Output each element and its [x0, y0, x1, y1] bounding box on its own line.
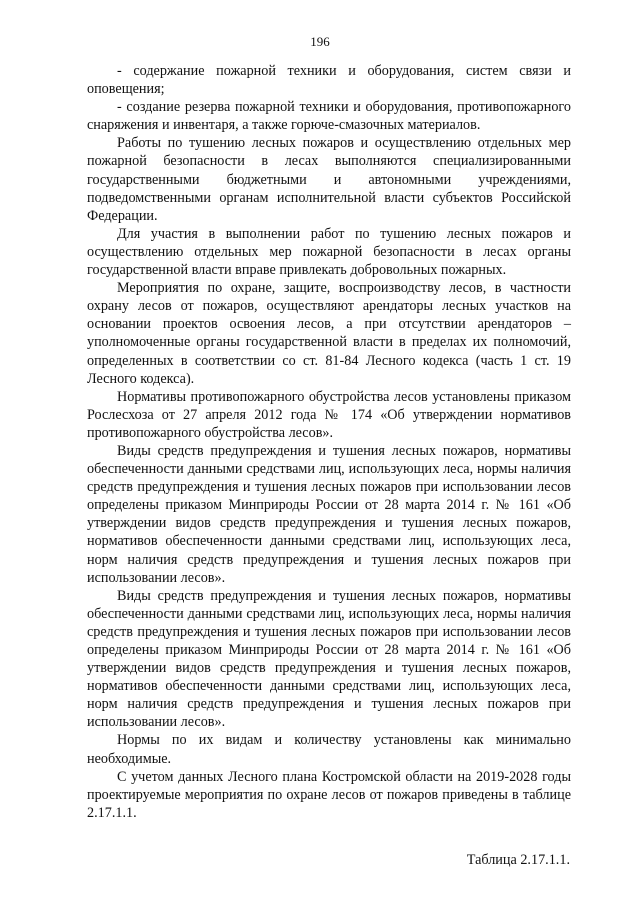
page-number: 196 — [310, 34, 330, 49]
paragraph: - создание резерва пожарной техники и оборудования, противопожарного снаряжения и инвентаря, а также горюче-смазочных материалов. — [87, 99, 571, 134]
paragraph: Нормы по их видам и количеству установлены как минимально необходимые. — [87, 732, 571, 767]
paragraph: Работы по тушению лесных пожаров и осуществлению отдельных мер пожарной безопасности в лесах выполняются специализированными государственными бюджетными и автономными учреждениями, подведомственными органам исполнительной власти субъектов Российской Федерации. — [87, 135, 571, 224]
paragraph: Для участия в выполнении работ по тушению лесных пожаров и осуществлению отдельных мер пожарной безопасности в лесах органы государственной власти вправе привлекать добровольных пожарных. — [87, 225, 571, 279]
paragraph: Нормативы противопожарного обустройства лесов установлены приказом Рослесхоза от 27 апреля 2012 года № 174 «Об утверждении нормативов противопожарного обустройства лесов». — [87, 388, 571, 441]
document-body — [87, 62, 571, 822]
paragraph: Виды средств предупреждения и тушения лесных пожаров, нормативы обеспеченности данными средствами лиц, использующих леса, нормы наличия средств предупреждения и тушения лесных пожаров при использовании лесов определены приказом Минприроды России от 28 марта 2014 г. № 161 «Об утверждении видов средств предупреждения и тушения лесных пожаров, нормативов обеспеченности данными средствами лиц, использующих леса, норм наличия средств предупреждения и тушения лесных пожаров при использовании лесов». — [87, 442, 571, 586]
paragraph: Мероприятия по охране, защите, воспроизводству лесов, в частности охрану лесов от пожаров, осуществляют арендаторы лесных участков на основании проектов освоения лесов, а при отсутствии арендаторов – уполномоченные органы государственной власти в пределах их полномочий, определенных в соответствии со ст. 81-84 Лесного кодекса (часть 1 ст. 19 Лесного кодекса). — [87, 280, 571, 387]
paragraph: - содержание пожарной техники и оборудования, систем связи и оповещения; — [87, 63, 571, 98]
table-caption: Таблица 2.17.1.1. — [466, 852, 570, 868]
paragraph: Виды средств предупреждения и тушения лесных пожаров, нормативы обеспеченности данными средствами лиц, использующих леса, нормы наличия средств предупреждения и тушения лесных пожаров при использовании лесов определены приказом Минприроды России от 28 марта 2014 г. № 161 «Об утверждении видов средств предупреждения и тушения лесных пожаров, нормативов обеспеченности данными средствами лиц, использующих леса, норм наличия средств предупреждения и тушения лесных пожаров при использовании лесов». — [87, 587, 571, 731]
paragraph: С учетом данных Лесного плана Костромской области на 2019-2028 годы проектируемые мероприятия по охране лесов от пожаров приведены в таблице 2.17.1.1. — [87, 768, 571, 821]
